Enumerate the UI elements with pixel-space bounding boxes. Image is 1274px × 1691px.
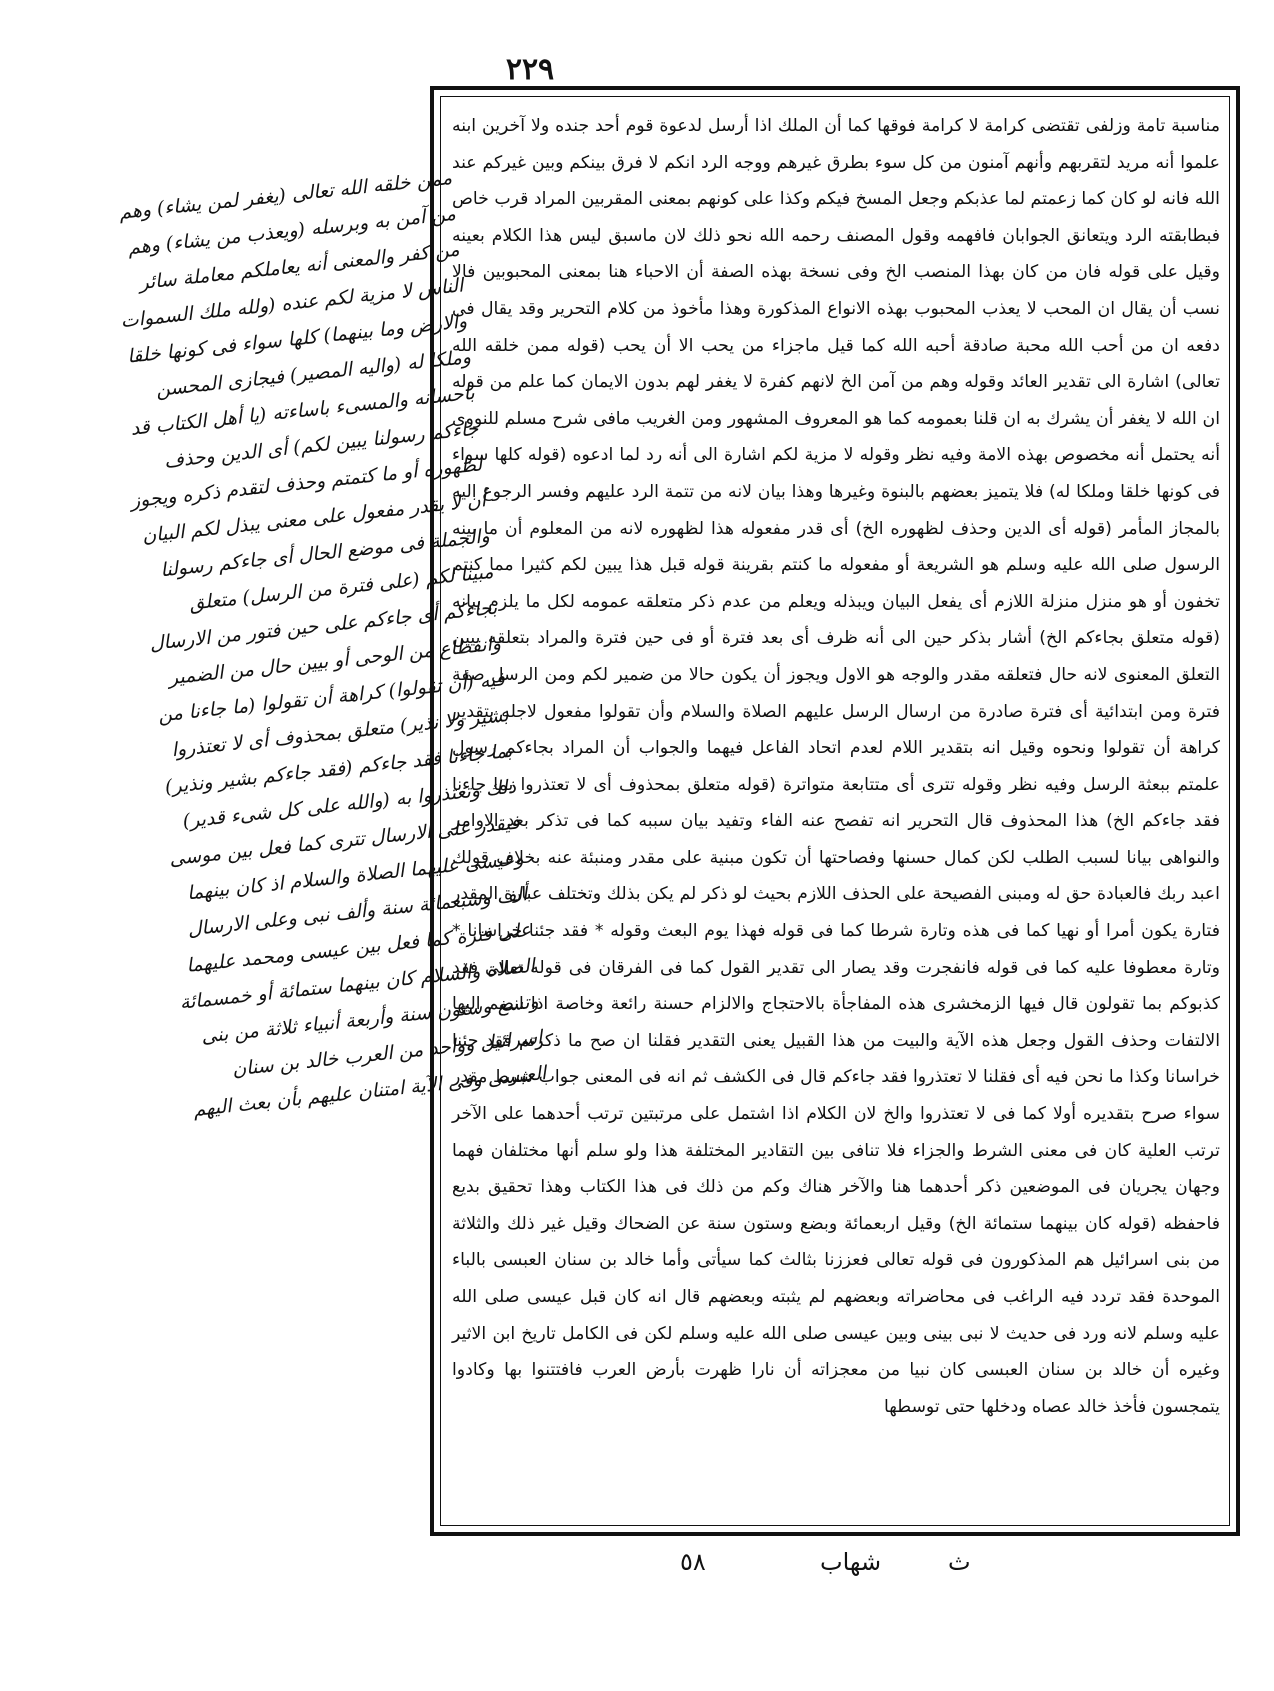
main-text-frame [430,86,1240,1536]
footer-signature-word: شهاب [820,1548,882,1576]
margin-commentary-area [90,160,548,1360]
footer-signature-letter: ث [948,1548,971,1576]
main-text-block [452,108,1220,1516]
main-text-paragraph: مناسبة تامة وزلفى تقتضى كرامة لا كرامة فوقها كما أن الملك اذا أرسل لدعوة قوم أحد جنده ولا آخرين ابنه علموا أنه مريد لتقربهم وأنهم آمنون من كل سوء بطرق غيرهم ووجه الرد انكم لا فرق بينكم وبين غيركم عند الله فانه لو كان كما زعمتم لما عذبكم وجعل المسخ فيكم وكذا على كونهم بمعنى المقربين المراد قرب خاص فبطابقته الرد ويتعانق الجوابان فافهمه وقول المصنف رحمه الله نحو ذلك لان ماسبق ليس هذا الكلام بعينه وقيل على قوله فان من كان بهذا المنصب الخ وفى نسخة بهذه الصفة أن الاحباء هنا بمعنى المحبوبين فالا نسب أن يقال ان المحب لا يعذب المحبوب بهذه الانواع المذكورة وهذا مأخوذ من كلام التحرير وقد يقال فى دفعه ان من أحب الله محبة صادقة أحبه الله كما قيل ماجزاء من يحب الا أن يحب (قوله ممن خلقه الله تعالى) اشارة الى تقدير العائد وقوله وهم من آمن الخ لانهم كفرة لا يغفر لهم بدون الايمان كما علم من قوله ان الله لا يغفر أن يشرك به ان قلنا بعمومه كما هو المعروف المشهور ومن الغريب مافى شرح مسلم للنووى أنه يحتمل أنه مخصوص بهذه الامة وفيه نظر وقوله لا مزية لكم اشارة الى أنه رد لما ادعوه (قوله كلها سواء فى كونها خلقا وملكا له) فلا يتميز بعضهم بالبنوة وغيرها وهذا بيان لانه من تتمة الرد عليهم وفسر الرجوع اليه بالمجاز المأمر (قوله أى الدين وحذف لظهوره الخ) أى قدر مفعوله هذا لظهوره لانه من المعلوم أن ما بينه الرسول صلى الله عليه وسلم هو الشريعة أو مفعوله ما كنتم بقرينة قوله قبل هذا يبين لكم كثيرا مما كنتم تخفون أو هو منزل منزلة اللازم أى يفعل البيان ويبذله ويعلم من عدم ذكر متعلقه عمومه لكل ما يلزم بيانه (قوله متعلق بجاءكم الخ) أشار بذكر حين الى أنه ظرف أى بعد فترة أو فى حين فترة والمراد بتعلقه بيين التعلق المعنوى لانه حال فتعلقه مقدر والوجه هو الاول ويجوز أن يكون حالا من ضمير لكم ومن الرسل صفة فترة ومن ابتدائية أى فترة صادرة من ارسال الرسل عليهم الصلاة والسلام وأن تقولوا مفعول لاجله بتقدير كراهة أن تقولوا ونحوه وقيل انه بتقدير اللام لعدم اتحاد الفاعل فيهما والجواب أن المراد بجاءكم رسول علمتم ببعثة الرسل وفيه نظر وقوله تترى أى متتابعة متواترة (قوله متعلق بمحذوف أى لا تعتذروا بما جاءنا فقد جاءكم الخ) هذا المحذوف قال التحرير انه تفصح عنه الفاء وتفيد بيان سببه كما فى تذكر بعد الاوامر والنواهى بيانا لسبب الطلب لكن كمال حسنها وفصاحتها أن تكون مبنية على مقدر ومنبئة عنه بخلاف قولك اعبد ربك فالعبادة حق له ومبنى الفصيحة على الحذف اللازم بحيث لو ذكر لم يكن بذلك وتختلف عبارة المقدر فتارة يكون أمرا أو نهيا كما فى هذه وتارة شرطا كما فى قوله فهذا يوم البعث وقوله * فقد جئنا خراسانا * وتارة معطوفا عليه كما فى قوله فانفجرت وقد يصار الى تقدير القول كما فى الفرقان فى قوله تعالى فقد كذبوكم بما تقولون قال فيها الزمخشرى هذه المفاجأة بالاحتجاج والالزام حسنة رائعة وخاصة اذا انضم اليها الالتفات وحذف القول وجعل هذه الآية والبيت من هذا القبيل يعنى التقدير فقلنا ان صح ما ذكرتم فقد جئنا خراسانا وكذا ما نحن فيه أى فقلنا لا تعتذروا فقد جاءكم قال فى الكشف ثم انه فى المعنى جواب شرط مقدر سواء صرح بتقديره أولا كما فى لا تعتذروا والخ لان الكلام اذا اشتمل على مرتبتين ترتب أحدهما على الآخر ترتب العلية كان فى معنى الشرط والجزاء فلا تنافى بين التقادير المختلفة هذا ولو سلم أنها مختلفان فهما وجهان يجريان فى الموضعين ذكر أحدهما هنا والآخر هناك وكم من ذلك فى هذا الكتاب وهذا تحقيق بديع فاحفظه (قوله كان بينهما ستمائة الخ) وقيل اربعمائة وبضع وستون سنة عن الضحاك وقيل غير ذلك والثلاثة من بنى اسرائيل هم المذكورون فى قوله تعالى فعززنا بثالث كما سيأتى وأما خالد بن سنان العبسى بالباء الموحدة فقد تردد فيه الراغب فى محاضراته وبعضهم لم يثبته وبعضهم قال انه كان قبل عيسى صلى الله عليه وسلم لانه ورد فى حديث لا نبى بينى وبين عيسى صلى الله عليه وسلم لكن فى الكامل تاريخ ابن الاثير وغيره أن خالد بن سنان العبسى كان نبيا من معجزاته أن نارا ظهرت بأرض العرب فافتتنوا بها وكادوا يتمجسون فأخذ خالد عصاه ودخلها حتى توسطها [452,116,1220,1417]
page-number: ٢٢٩ [505,52,555,87]
footer-signature-number: ٥٨ [680,1548,706,1576]
margin-commentary-text: ممن خلقه الله تعالى (يغفر لمن يشاء) وهم من آمن به وبرسله (ويعذب من يشاء) وهم من كفر والمعنى أنه يعاملكم معاملة سائر الناس لا مزية لكم عنده (ولله ملك السموات والارض وما بينهما) كلها سواء فى كونها خلقا وملكا له (واليه المصير) فيجازى المحسن باحسانه والمسىء باساءته (يا أهل الكتاب قد جاءكم رسولنا يبين لكم) أى الدين وحذف لظهوره أو ما كتمتم وحذف لتقدم ذكره ويجوز أن لا يقدر مفعول على معنى يبذل لكم البيان والجملة فى موضع الحال أى جاءكم رسولنا مبينا لكم (على فترة من الرسل) متعلق بجاءكم أى جاءكم على حين فتور من الارسال وانقطاع من الوحى أو بيين حال من الضمير فيه (أن تقولوا) كراهة أن تقولوا (ما جاءنا من بشير ولا نذير) متعلق بمحذوف أى لا تعتذروا بما جاءنا فقد جاءكم (فقد جاءكم بشير ونذير) ذلك وتعتذروا به (والله على كل شىء قدير) فيقدر على الارسال تترى كما فعل بين موسى وعيسى عليهما الصلاة والسلام اذ كان بينهما ألف وسبعمائة سنة وألف نبى وعلى الارسال على فترة كما فعل بين عيسى ومحمد عليهما الصلاة والسلام كان بينهما ستمائة أو خمسمائة وتسع وستون سنة وأربعة أنبياء ثلاثة من بنى اسرائيل وواحد من العرب خالد بن سنان العبسى وفى الآية امتنان عليهم بأن بعث اليهم [118,166,548,1121]
